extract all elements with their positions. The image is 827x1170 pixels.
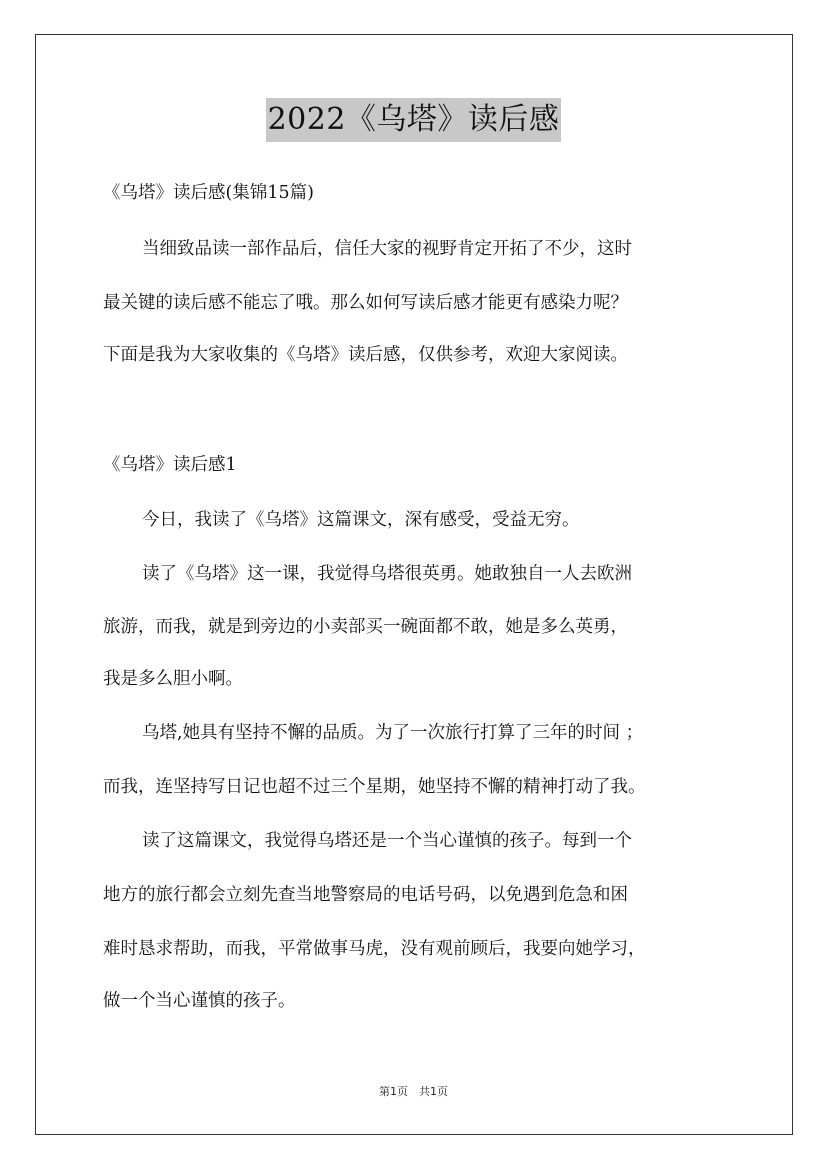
- paragraph-2-line-3: 我是多么胆小啊。: [103, 669, 243, 689]
- section-heading: 《乌塔》读后感1: [103, 455, 237, 475]
- document-title: 2022《乌塔》读后感: [266, 98, 562, 142]
- paragraph-2-line-2: 旅游，而我，就是到旁边的小卖部买一碗面都不敢，她是多么英勇，: [103, 617, 628, 637]
- paragraph-1: 今日，我读了《乌塔》这篇课文，深有感受，受益无穷。: [142, 510, 580, 530]
- paragraph-2-line-1: 读了《乌塔》这一课，我觉得乌塔很英勇。她敢独自一人去欧洲: [142, 564, 632, 584]
- intro-line-2: 最关键的读后感不能忘了哦。那么如何写读后感才能更有感染力呢？: [103, 293, 628, 313]
- intro-line-1: 当细致品读一部作品后，信任大家的视野肯定开拓了不少，这时: [142, 239, 632, 259]
- paragraph-3-line-1: 乌塔,她具有坚持不懈的品质。为了一次旅行打算了三年的时间 ；: [142, 723, 644, 743]
- paragraph-4-line-1: 读了这篇课文，我觉得乌塔还是一个当心谨慎的孩子。每到一个: [142, 831, 632, 851]
- paragraph-4-line-3: 难时恳求帮助，而我，平常做事马虎，没有观前顾后，我要向她学习，: [103, 939, 646, 959]
- title-container: [0, 98, 827, 142]
- intro-line-3: 下面是我为大家收集的《乌塔》读后感，仅供参考，欢迎大家阅读。: [103, 345, 628, 365]
- page-number: 第1页 共1页: [379, 1085, 448, 1098]
- paragraph-4-line-2: 地方的旅行都会立刻先查当地警察局的电话号码，以免遇到危急和困: [103, 885, 628, 905]
- paragraph-3-line-2: 而我，连坚持写日记也超不过三个星期，她坚持不懈的精神打动了我。: [103, 777, 646, 797]
- paragraph-4-line-4: 做一个当心谨慎的孩子。: [103, 991, 296, 1011]
- document-subtitle: 《乌塔》读后感(集锦15篇): [103, 183, 314, 203]
